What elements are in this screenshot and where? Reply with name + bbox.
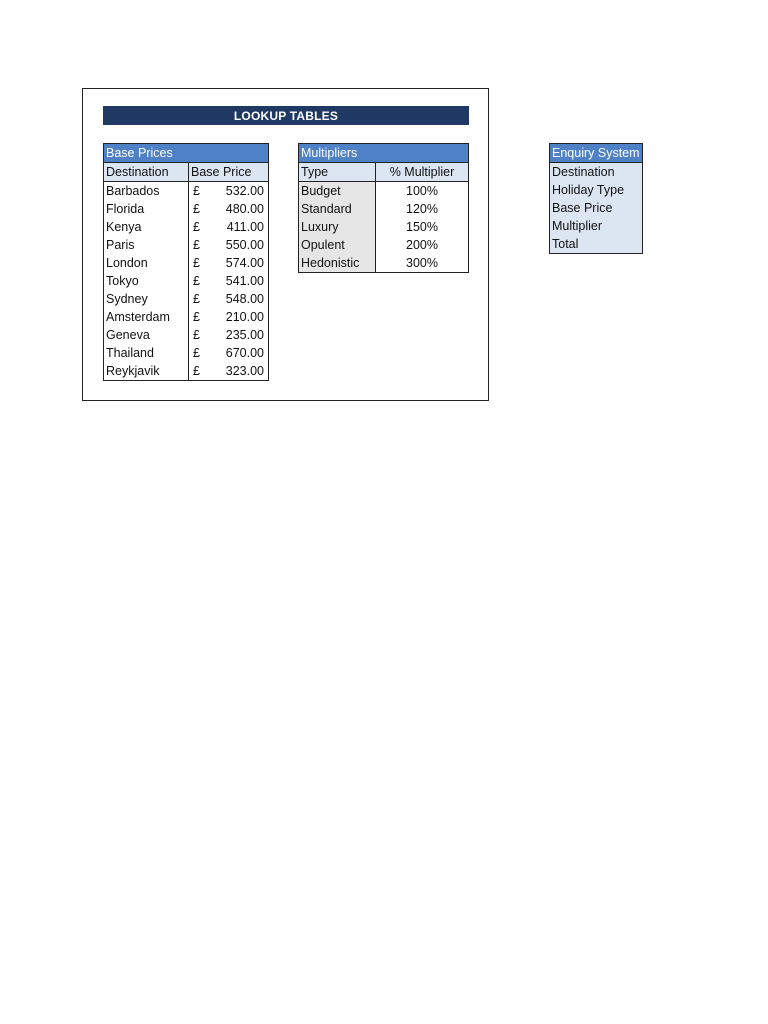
base-prices-title-row	[104, 144, 269, 163]
currency-cell[interactable]: £	[189, 308, 210, 326]
base-price-row	[104, 236, 269, 254]
multiplier-cell[interactable]: 200%	[376, 236, 469, 254]
currency-cell[interactable]: £	[189, 344, 210, 362]
destination-cell[interactable]: Kenya	[104, 218, 189, 236]
currency-cell[interactable]: £	[189, 290, 210, 308]
price-cell[interactable]: 532.00	[209, 182, 269, 201]
lookup-tables-banner: LOOKUP TABLES	[103, 106, 469, 125]
type-cell[interactable]: Opulent	[299, 236, 376, 254]
destination-cell[interactable]: Paris	[104, 236, 189, 254]
type-cell[interactable]: Standard	[299, 200, 376, 218]
multiplier-row	[299, 236, 469, 254]
base-price-row	[104, 218, 269, 236]
header-multiplier[interactable]: % Multiplier	[376, 163, 469, 182]
currency-cell[interactable]: £	[189, 200, 210, 218]
enquiry-label-cell[interactable]: Total	[550, 235, 643, 254]
price-cell[interactable]: 210.00	[209, 308, 269, 326]
destination-cell[interactable]: Barbados	[104, 182, 189, 201]
base-prices-table	[103, 143, 269, 381]
type-cell[interactable]: Luxury	[299, 218, 376, 236]
destination-cell[interactable]: London	[104, 254, 189, 272]
price-cell[interactable]: 548.00	[209, 290, 269, 308]
enquiry-label-cell[interactable]: Multiplier	[550, 217, 643, 235]
currency-cell[interactable]: £	[189, 236, 210, 254]
enquiry-title[interactable]: Enquiry System	[550, 144, 643, 163]
price-cell[interactable]: 411.00	[209, 218, 269, 236]
currency-cell[interactable]: £	[189, 362, 210, 381]
price-cell[interactable]: 541.00	[209, 272, 269, 290]
base-price-row	[104, 254, 269, 272]
destination-cell[interactable]: Amsterdam	[104, 308, 189, 326]
multiplier-cell[interactable]: 120%	[376, 200, 469, 218]
enquiry-row	[550, 181, 643, 199]
currency-cell[interactable]: £	[189, 272, 210, 290]
header-base-price[interactable]: Base Price	[189, 163, 269, 182]
multipliers-title[interactable]: Multipliers	[299, 144, 376, 163]
multipliers-header-row	[299, 163, 469, 182]
multipliers-title-row	[299, 144, 469, 163]
price-cell[interactable]: 235.00	[209, 326, 269, 344]
multipliers-title-blank[interactable]	[376, 144, 469, 163]
multiplier-cell[interactable]: 100%	[376, 182, 469, 201]
enquiry-label-cell[interactable]: Holiday Type	[550, 181, 643, 199]
base-price-row	[104, 362, 269, 381]
currency-cell[interactable]: £	[189, 254, 210, 272]
currency-cell[interactable]: £	[189, 182, 210, 201]
base-price-row	[104, 272, 269, 290]
base-price-row	[104, 326, 269, 344]
enquiry-row	[550, 235, 643, 254]
price-cell[interactable]: 550.00	[209, 236, 269, 254]
destination-cell[interactable]: Geneva	[104, 326, 189, 344]
price-cell[interactable]: 323.00	[209, 362, 269, 381]
multiplier-row	[299, 200, 469, 218]
destination-cell[interactable]: Florida	[104, 200, 189, 218]
enquiry-row	[550, 163, 643, 182]
base-prices-title[interactable]: Base Prices	[104, 144, 269, 163]
price-cell[interactable]: 480.00	[209, 200, 269, 218]
base-price-row	[104, 308, 269, 326]
base-price-row	[104, 200, 269, 218]
enquiry-label-cell[interactable]: Destination	[550, 163, 643, 182]
enquiry-system-table	[549, 143, 643, 254]
multiplier-row	[299, 254, 469, 273]
base-price-row	[104, 182, 269, 201]
base-prices-header-row	[104, 163, 269, 182]
base-price-row	[104, 344, 269, 362]
enquiry-row	[550, 217, 643, 235]
destination-cell[interactable]: Tokyo	[104, 272, 189, 290]
price-cell[interactable]: 574.00	[209, 254, 269, 272]
type-cell[interactable]: Hedonistic	[299, 254, 376, 273]
price-cell[interactable]: 670.00	[209, 344, 269, 362]
base-price-row	[104, 290, 269, 308]
multiplier-cell[interactable]: 300%	[376, 254, 469, 273]
destination-cell[interactable]: Reykjavik	[104, 362, 189, 381]
multiplier-row	[299, 182, 469, 201]
header-type[interactable]: Type	[299, 163, 376, 182]
multipliers-table	[298, 143, 469, 273]
enquiry-label-cell[interactable]: Base Price	[550, 199, 643, 217]
currency-cell[interactable]: £	[189, 218, 210, 236]
multiplier-cell[interactable]: 150%	[376, 218, 469, 236]
destination-cell[interactable]: Sydney	[104, 290, 189, 308]
type-cell[interactable]: Budget	[299, 182, 376, 201]
header-destination[interactable]: Destination	[104, 163, 189, 182]
currency-cell[interactable]: £	[189, 326, 210, 344]
multiplier-row	[299, 218, 469, 236]
enquiry-title-row	[550, 144, 643, 163]
destination-cell[interactable]: Thailand	[104, 344, 189, 362]
enquiry-row	[550, 199, 643, 217]
